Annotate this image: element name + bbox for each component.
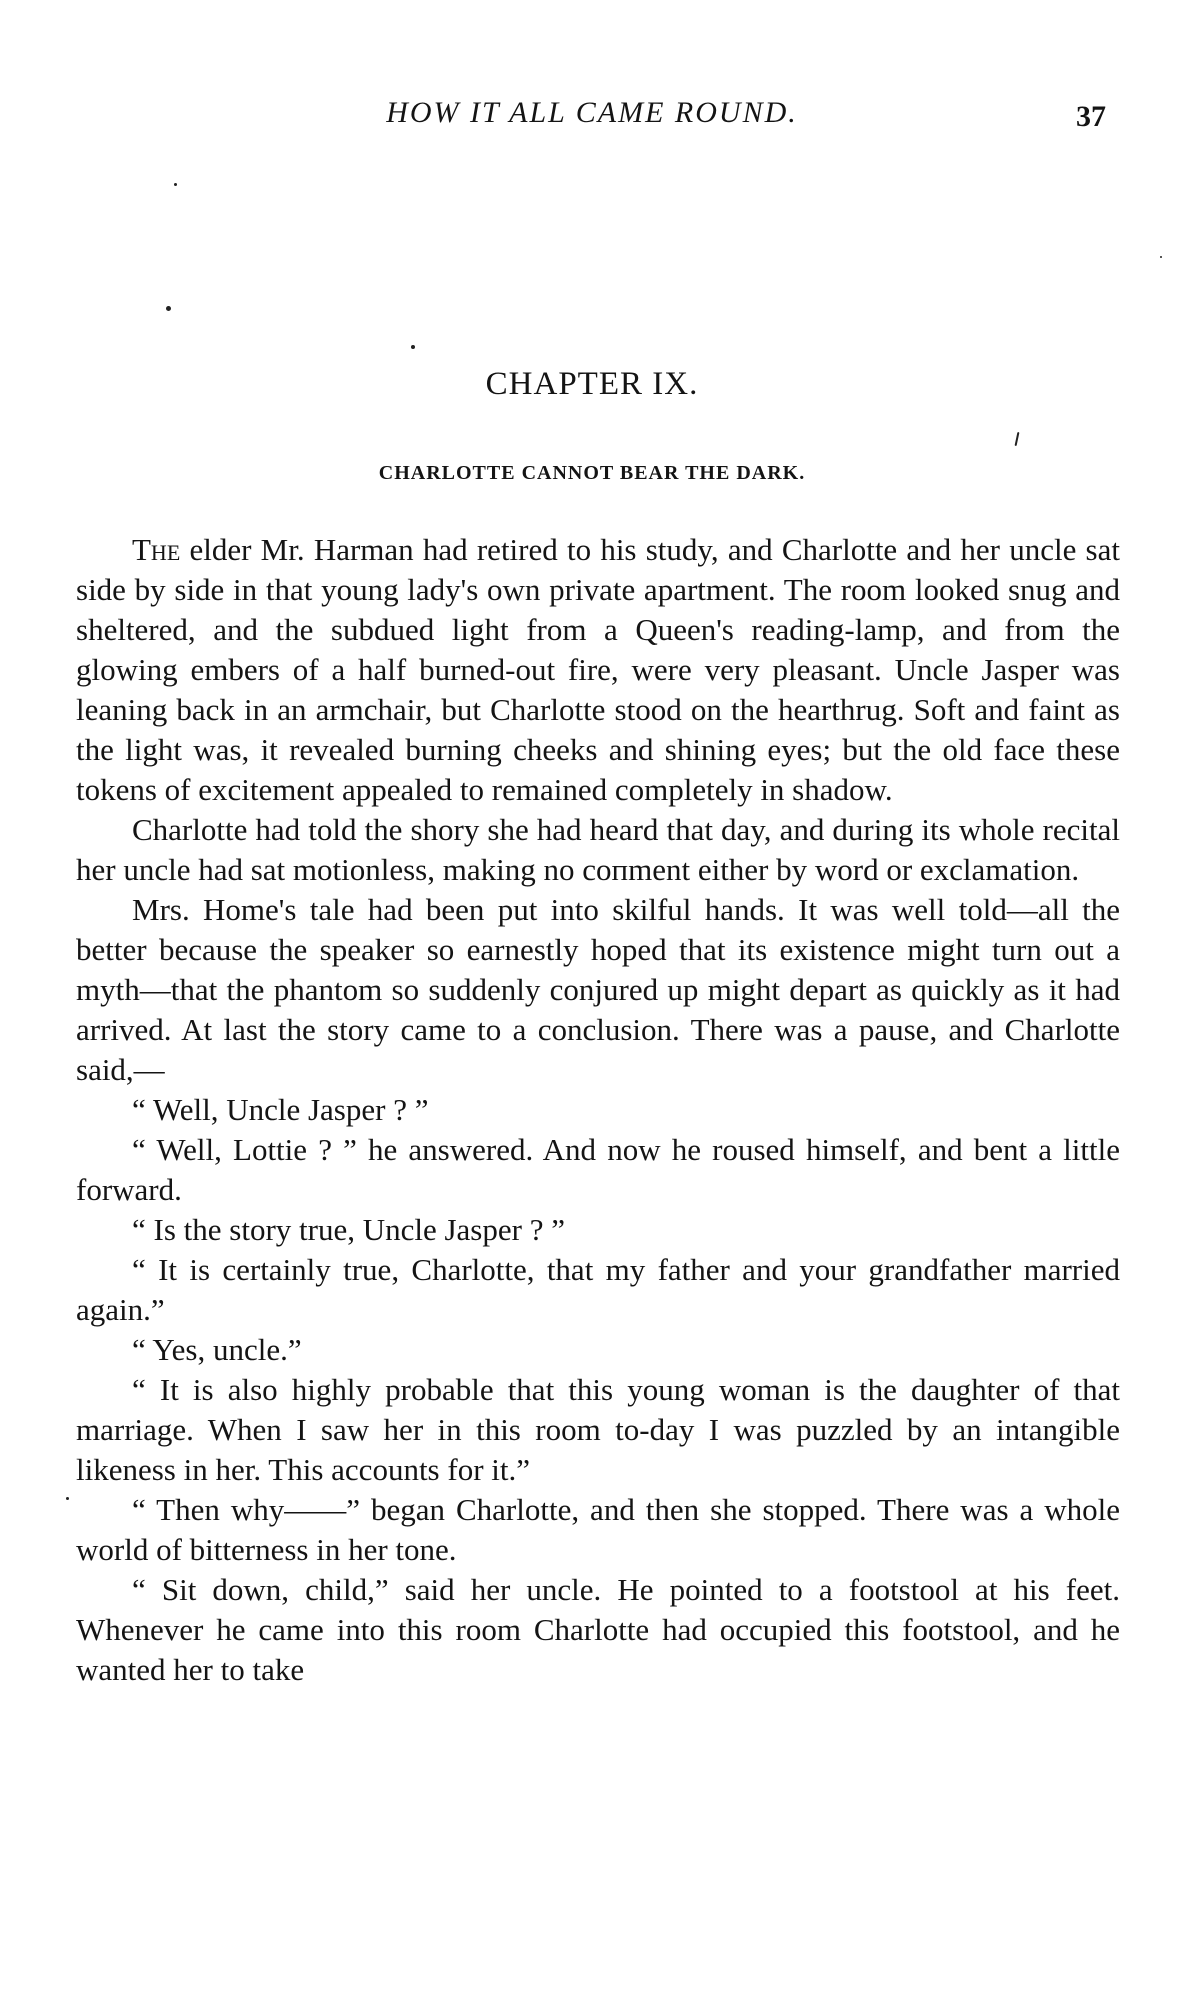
- paragraph: Mrs. Home's tale had been put into skilful hands. It was well told—all the better because the speaker so earnestly hoped that its existence might turn out a myth—that the phantom so suddenly conjured up might depart as quickly as it had arrived. At last the story came to a conclusion. There was a pause, and Charlotte said,—: [76, 892, 1120, 1087]
- paragraph: [76, 530, 1120, 810]
- paragraph: “ Then why——” began Charlotte, and then she stopped. There was a whole world of bitterness in her tone.: [76, 1492, 1120, 1567]
- paragraph-lead-word: The: [132, 532, 181, 567]
- paragraph: “ Is the story true, Uncle Jasper ? ”: [132, 1212, 565, 1247]
- chapter-body: [76, 530, 1120, 1690]
- paragraph: “ It is certainly true, Charlotte, that my father and your grandfather married again.”: [76, 1252, 1120, 1327]
- scan-speck: [411, 345, 415, 349]
- paragraph: “ It is also highly probable that this young woman is the daughter of that marriage. When I saw her in this room to-day I was puzzled by an intangible likeness in her. This accounts for it.”: [76, 1372, 1120, 1487]
- paragraph: Charlotte had told the shory she had heard that day, and during its whole recital her uncle had sat motionless, making no coпment either by word or exclamation.: [76, 812, 1120, 887]
- chapter-subtitle: CHARLOTTE CANNOT BEAR THE DARK.: [378, 462, 806, 484]
- paragraph: “ Well, Lottie ? ” he answered. And now he roused himself, and bent a little forward.: [76, 1132, 1120, 1207]
- scan-speck: [1015, 432, 1020, 446]
- paragraph-text: elder Mr. Harman had retired to his study, and Charlotte and her uncle sat side by side in that young lady's own private apartment. The room looked snug and sheltered, and the subdued light from a Queen's reading-lamp, and from the glowing embers of a half burned-out fire, were very pleasant. Uncle Jasper was leaning back in an armchair, but Charlotte stood on the hearthrug. Soft and faint as the light was, it revealed burning cheeks and shining eyes; but the old face these tokens of excitement appealed to remained completely in shadow.: [76, 532, 1120, 807]
- running-header: [0, 96, 1184, 136]
- paragraph: “ Yes, uncle.”: [132, 1332, 302, 1367]
- running-title: HOW IT ALL CAME ROUND.: [386, 96, 798, 129]
- chapter-title: CHAPTER IX.: [485, 366, 699, 402]
- scan-speck: [166, 306, 171, 311]
- scan-speck: [1160, 256, 1162, 258]
- page-number: 37: [1076, 100, 1106, 133]
- scan-speck: [174, 183, 177, 186]
- paragraph: “ Well, Uncle Jasper ? ”: [132, 1092, 429, 1127]
- scan-speck: [66, 1497, 69, 1500]
- paragraph: “ Sit down, child,” said her uncle. He pointed to a footstool at his feet. Whenever he came into this room Charlotte had occupied this footstool, and he wanted her to take: [76, 1572, 1120, 1687]
